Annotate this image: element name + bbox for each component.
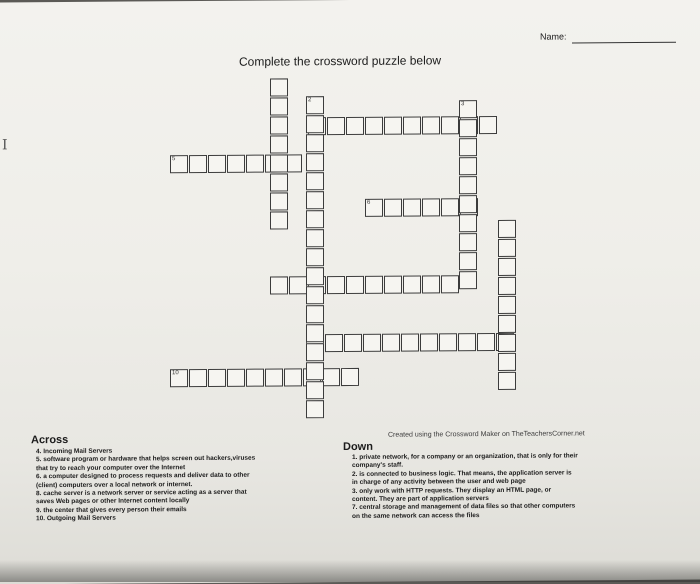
crossword-cell[interactable] <box>265 368 283 386</box>
crossword-cell[interactable] <box>270 173 288 191</box>
clue-line: (client) computers over a local network or internet. <box>36 480 193 489</box>
crossword-cell[interactable] <box>459 157 477 175</box>
crossword-cell[interactable] <box>306 324 324 342</box>
crossword-cell[interactable] <box>441 275 459 293</box>
crossword-cell[interactable] <box>270 211 288 229</box>
crossword-cell[interactable] <box>246 369 264 387</box>
crossword-cell[interactable] <box>441 116 459 134</box>
crossword-cell[interactable] <box>363 334 381 352</box>
crossword-cell[interactable] <box>306 248 324 266</box>
crossword-cell[interactable] <box>227 155 245 173</box>
crossword-cell[interactable] <box>477 333 495 351</box>
crossword-cell[interactable] <box>327 117 345 135</box>
crossword-cell[interactable] <box>270 135 288 153</box>
crossword-cell[interactable] <box>403 276 421 294</box>
crossword-cell[interactable] <box>498 315 516 333</box>
name-label: Name: <box>540 31 567 42</box>
crossword-cell[interactable] <box>346 276 364 294</box>
crossword-cell[interactable] <box>170 369 188 387</box>
clue-number: 10 <box>172 370 179 377</box>
crossword-cell[interactable] <box>344 334 362 352</box>
crossword-cell[interactable] <box>459 176 477 194</box>
crossword-cell[interactable] <box>458 333 476 351</box>
crossword-cell[interactable] <box>403 117 421 135</box>
crossword-cell[interactable] <box>459 100 477 118</box>
table-edge <box>0 560 700 582</box>
crossword-cell[interactable] <box>459 138 477 156</box>
clue-line: content. They are part of application servers <box>352 495 489 503</box>
crossword-cell[interactable] <box>439 333 457 351</box>
crossword-cell[interactable] <box>384 117 402 135</box>
clue-number: 2 <box>308 97 312 104</box>
crossword-cell[interactable] <box>498 372 516 390</box>
crossword-cell[interactable] <box>227 369 245 387</box>
crossword-cell[interactable] <box>306 305 324 323</box>
crossword-cell[interactable] <box>422 198 440 216</box>
crossword-cell[interactable] <box>498 353 516 371</box>
crossword-cell[interactable] <box>189 369 207 387</box>
crossword-cell[interactable] <box>459 233 477 251</box>
crossword-cell[interactable] <box>498 258 516 276</box>
crossword-cell[interactable] <box>306 153 324 171</box>
crossword-cell[interactable] <box>306 191 324 209</box>
crossword-cell[interactable] <box>384 276 402 294</box>
crossword-cell[interactable] <box>420 333 438 351</box>
crossword-cell[interactable] <box>459 214 477 232</box>
crossword-cell[interactable] <box>189 155 207 173</box>
crossword-cell[interactable] <box>306 343 324 361</box>
across-heading: Across <box>31 433 69 447</box>
crossword-cell[interactable] <box>170 155 188 173</box>
crossword-cell[interactable] <box>306 210 324 228</box>
crossword-cell[interactable] <box>270 276 288 294</box>
crossword-cell[interactable] <box>498 277 516 295</box>
crossword-cell[interactable] <box>270 154 288 172</box>
crossword-cell[interactable] <box>306 115 324 133</box>
clue-number: 3 <box>461 101 465 108</box>
crossword-cell[interactable] <box>246 155 264 173</box>
crossword-cell[interactable] <box>365 117 383 135</box>
crossword-cell[interactable] <box>498 239 516 257</box>
crossword-cell[interactable] <box>322 368 340 386</box>
crossword-cell[interactable] <box>306 267 324 285</box>
crossword-cell[interactable] <box>365 199 383 217</box>
crossword-cell[interactable] <box>306 96 324 114</box>
crossword-cell[interactable] <box>346 117 364 135</box>
clue-line: saves Web pages or other Internet content locally <box>36 497 190 506</box>
down-heading: Down <box>343 440 373 454</box>
crossword-cell[interactable] <box>422 275 440 293</box>
crossword-cell[interactable] <box>341 368 359 386</box>
puzzle-title: Complete the crossword puzzle below <box>239 53 442 69</box>
crossword-cell[interactable] <box>382 334 400 352</box>
crossword-cell[interactable] <box>306 134 324 152</box>
crossword-cell[interactable] <box>208 155 226 173</box>
crossword-cell[interactable] <box>327 276 345 294</box>
credit-line: Created using the Crossword Maker on TheTeachersCorner.net <box>388 430 585 439</box>
crossword-cell[interactable] <box>284 368 302 386</box>
crossword-cell[interactable] <box>365 276 383 294</box>
crossword-cell[interactable] <box>306 229 324 247</box>
clue-line: that try to reach your computer over the Internet <box>36 463 186 472</box>
clue-line: company's staff. <box>352 462 404 470</box>
crossword-cell[interactable] <box>498 334 516 352</box>
crossword-cell[interactable] <box>498 220 516 238</box>
crossword-cell[interactable] <box>459 119 477 137</box>
crossword-cell[interactable] <box>270 192 288 210</box>
crossword-cell[interactable] <box>306 400 324 418</box>
clue-line: 3. only work with HTTP requests. They display an HTML page, or <box>352 486 552 495</box>
crossword-cell[interactable] <box>270 97 288 115</box>
clue-line: on the same network can access the files <box>352 511 480 520</box>
clue-line: 6. a computer designed to process requests and deliver data to other <box>36 471 250 481</box>
crossword-cell[interactable] <box>441 198 459 216</box>
crossword-cell[interactable] <box>498 296 516 314</box>
clue-line: 1. private network, for a company or an organization, that is only for their <box>352 452 578 461</box>
crossword-cell[interactable] <box>306 362 324 380</box>
clue-number: 6 <box>367 199 371 206</box>
crossword-cell[interactable] <box>459 195 477 213</box>
crossword-cell[interactable] <box>401 334 419 352</box>
crossword-cell[interactable] <box>270 116 288 134</box>
crossword-cell[interactable] <box>403 199 421 217</box>
crossword-cell[interactable] <box>306 381 324 399</box>
crossword-cell[interactable] <box>459 252 477 270</box>
crossword-cell[interactable] <box>384 199 402 217</box>
crossword-cell[interactable] <box>270 78 288 96</box>
crossword-cell[interactable] <box>422 116 440 134</box>
crossword-cell[interactable] <box>289 276 307 294</box>
clue-line: 10. Outgoing Mail Servers <box>36 514 116 523</box>
clue-line: in charge of any activity between the user and web page <box>352 477 526 487</box>
clue-line: 8. cache server is a network server or service acting as a server that <box>36 488 247 498</box>
clue-line: 7. central storage and management of data files so that other computers <box>352 502 576 512</box>
clue-number: 5 <box>172 156 176 163</box>
crossword-cell[interactable] <box>325 334 343 352</box>
crossword-cell[interactable] <box>479 116 497 134</box>
text-cursor-icon: I <box>2 137 8 154</box>
crossword-cell[interactable] <box>306 286 324 304</box>
clue-line: 5. software program or hardware that helps screen out hackers,viruses <box>36 455 256 464</box>
crossword-cell[interactable] <box>459 271 477 289</box>
clue-line: 9. the center that gives every person their emails <box>36 505 187 514</box>
clue-line: 2. is connected to business logic. That means, the application server is <box>352 469 572 478</box>
clue-line: 4. Incoming Mail Servers <box>36 447 113 456</box>
crossword-cell[interactable] <box>208 369 226 387</box>
crossword-cell[interactable] <box>306 172 324 190</box>
